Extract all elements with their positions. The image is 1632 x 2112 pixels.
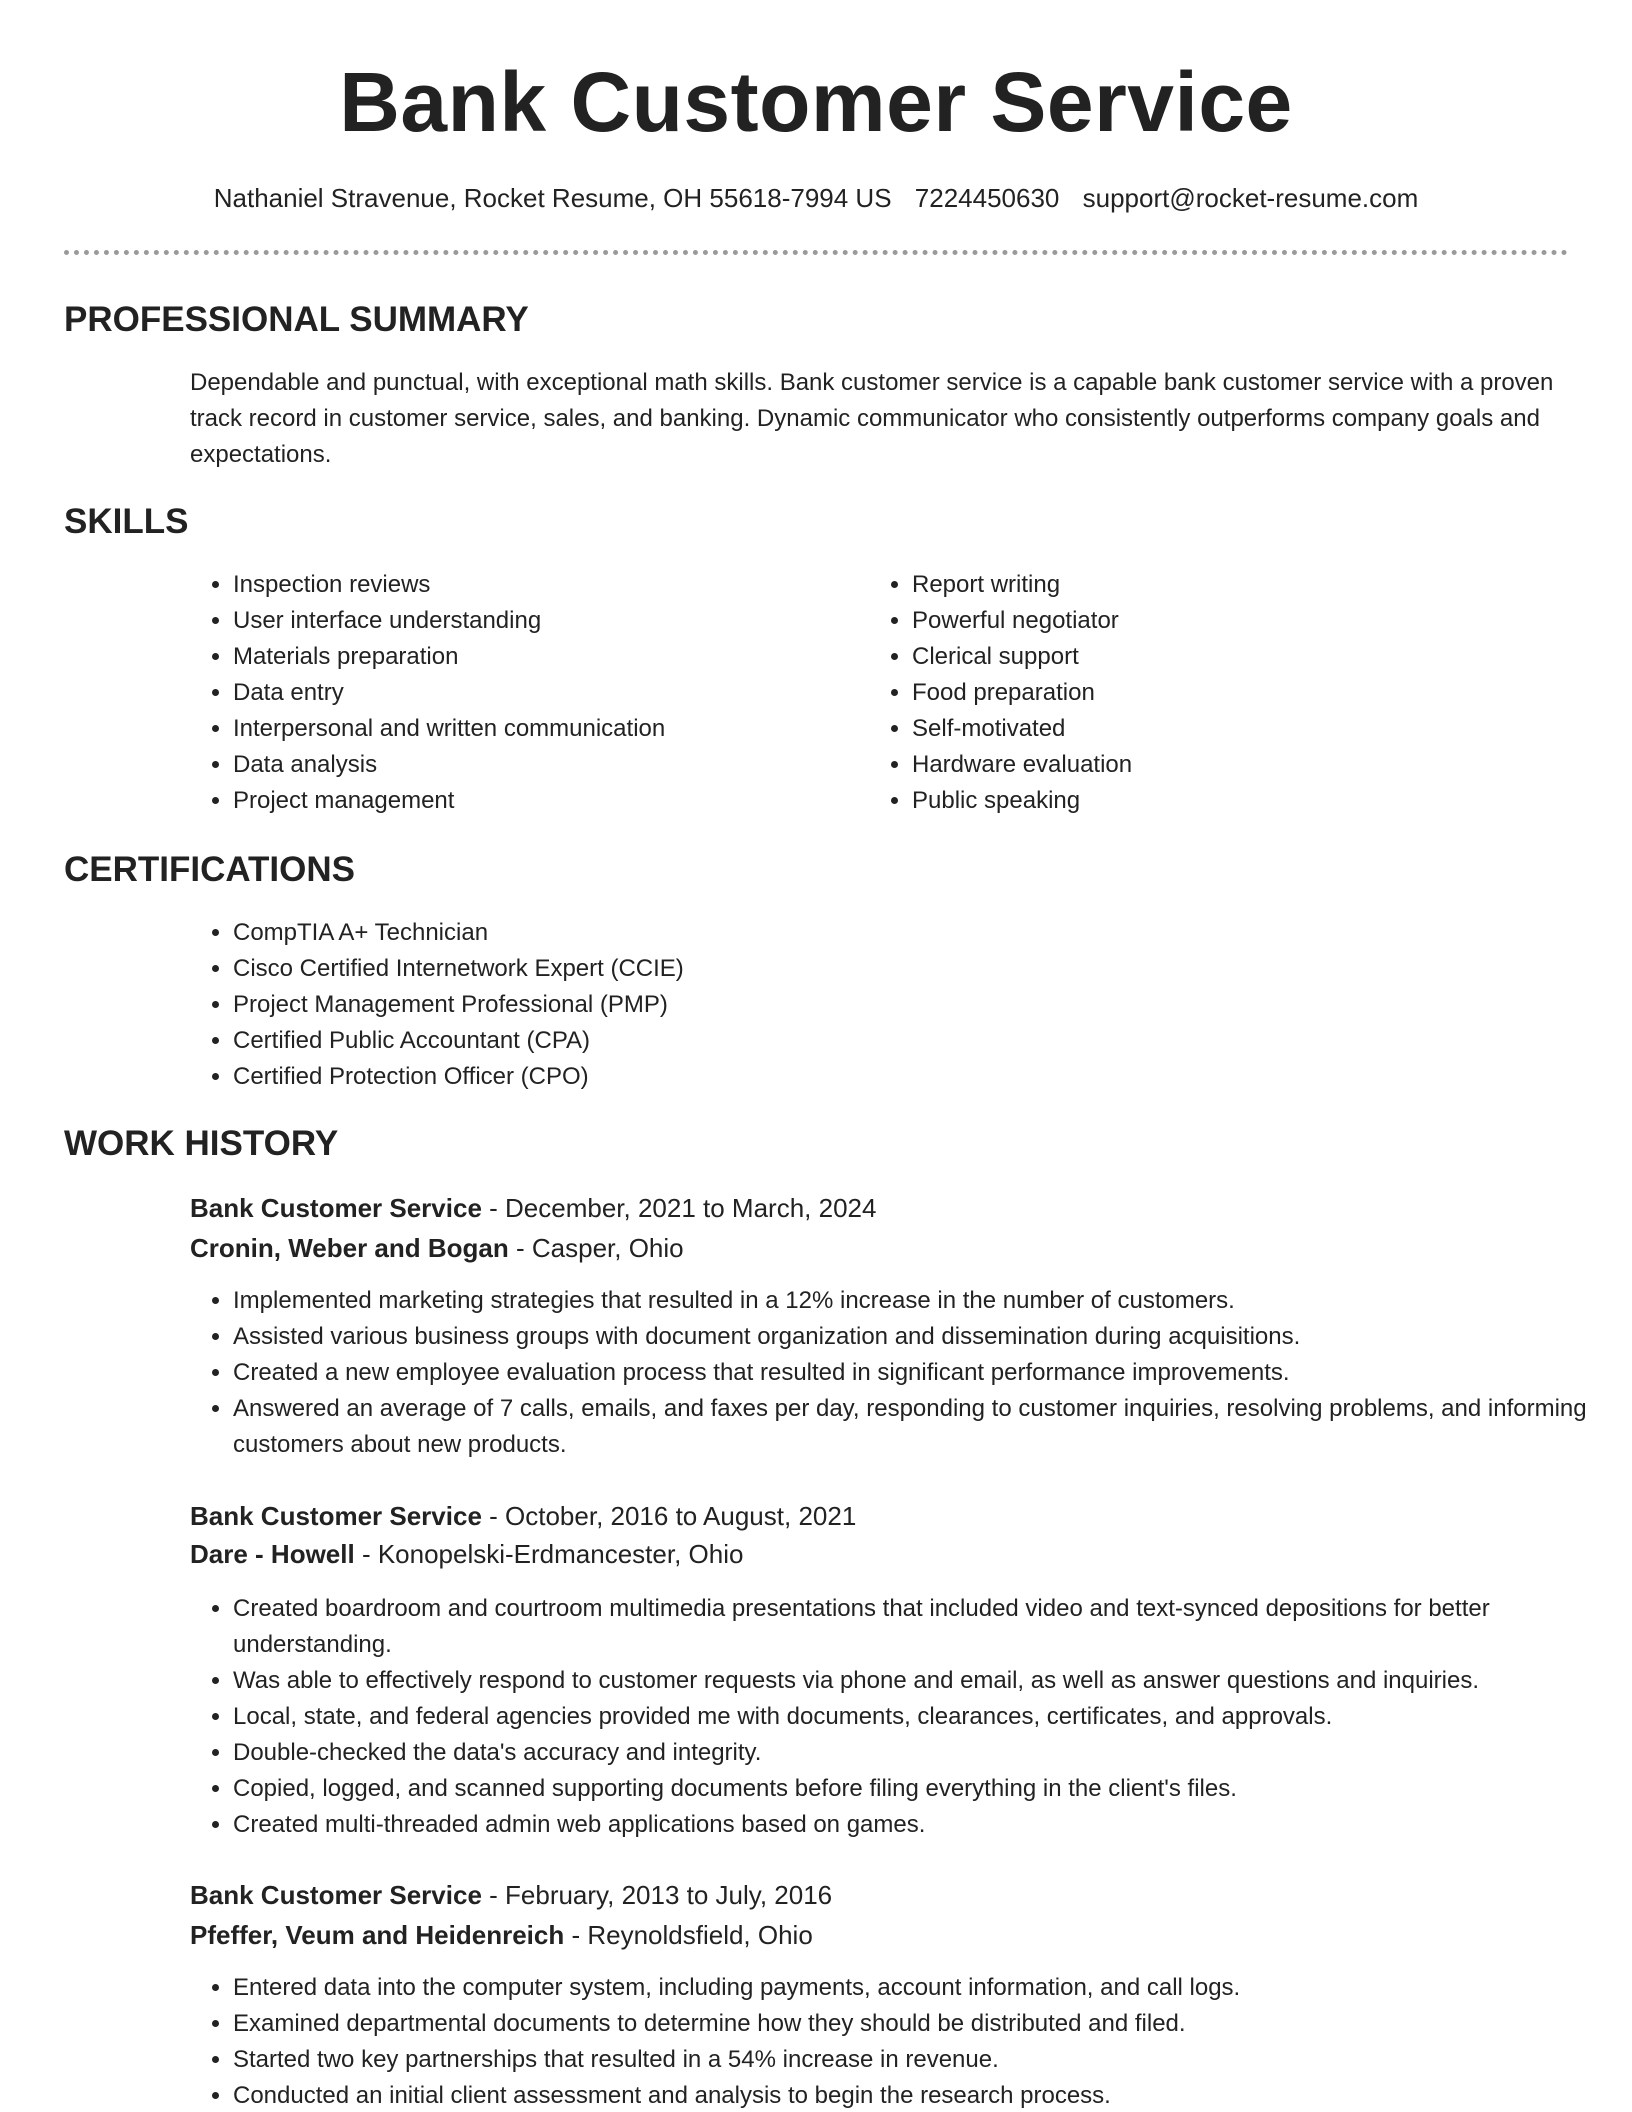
- job-bullet: • Conducted an initial client assessment and analysis to begin the research process.: [233, 2078, 1611, 2112]
- work-history-heading: WORK HISTORY: [64, 1124, 339, 1163]
- job-title-line: [190, 1190, 1568, 1226]
- job-company-line: [190, 1536, 1568, 1572]
- job-location: - Casper, Ohio: [508, 1233, 684, 1263]
- certification-item: • Certified Public Accountant (CPA): [233, 1023, 1573, 1059]
- job-company: Cronin, Weber and Bogan: [190, 1233, 509, 1263]
- job-bullet: • Answered an average of 7 calls, emails, and faxes per day, responding to customer inquiries, resolving problems, and informing customers about new products.: [233, 1391, 1611, 1463]
- certifications-list: [190, 915, 1573, 1095]
- job-bullet: • Started two key partnerships that resulted in a 54% increase in revenue.: [233, 2042, 1611, 2078]
- skills-list-left: [190, 567, 833, 819]
- skill-item: • Data entry: [233, 675, 833, 711]
- job-company-line: [190, 1917, 1568, 1953]
- job-bullet: • Examined departmental documents to determine how they should be distributed and filed.: [233, 2006, 1611, 2042]
- contact-email: support@rocket-resume.com: [1082, 183, 1419, 213]
- skill-item: • Inspection reviews: [233, 567, 833, 603]
- skill-item: • Self-motivated: [912, 711, 1592, 747]
- job-company-line: [190, 1230, 1568, 1266]
- header-divider: [64, 250, 1568, 255]
- job-bullets: [190, 1970, 1611, 2112]
- skill-item: • Report writing: [912, 567, 1592, 603]
- skill-item: • Data analysis: [233, 747, 833, 783]
- certifications-heading: CERTIFICATIONS: [64, 850, 356, 889]
- job-title: Bank Customer Service: [190, 1880, 482, 1910]
- job-bullet: • Copied, logged, and scanned supporting documents before filing everything in the client's files.: [233, 1771, 1611, 1807]
- summary-heading: PROFESSIONAL SUMMARY: [64, 300, 529, 339]
- job-company: Pfeffer, Veum and Heidenreich: [190, 1920, 565, 1950]
- job-title-line: [190, 1877, 1568, 1913]
- certification-item: • CompTIA A+ Technician: [233, 915, 1573, 951]
- summary-text: Dependable and punctual, with exceptional math skills. Bank customer service is a capable bank customer service with a proven track record in customer service, sales, and banking. Dynamic communicator who consistently outperforms company goals and expectations.: [190, 369, 1554, 468]
- job-bullet: • Created multi-threaded admin web applications based on games.: [233, 1807, 1611, 1843]
- skill-item: • Public speaking: [912, 783, 1592, 819]
- resume-name: Bank Customer Service: [339, 55, 1293, 149]
- job-bullet: • Local, state, and federal agencies provided me with documents, clearances, certificates, and approvals.: [233, 1699, 1611, 1735]
- job-bullet: • Created boardroom and courtroom multimedia presentations that included video and text-synced depositions for better understanding.: [233, 1591, 1611, 1663]
- job-bullet: • Assisted various business groups with document organization and dissemination during acquisitions.: [233, 1319, 1611, 1355]
- skill-item: • Food preparation: [912, 675, 1592, 711]
- job-dates: - December, 2021 to March, 2024: [481, 1193, 877, 1223]
- job-title: Bank Customer Service: [190, 1501, 482, 1531]
- job-company: Dare - Howell: [190, 1539, 355, 1569]
- certification-item: • Project Management Professional (PMP): [233, 987, 1573, 1023]
- skill-item: • Interpersonal and written communication: [233, 711, 833, 747]
- job-title-line: [190, 1498, 1568, 1534]
- job-location: - Reynoldsfield, Ohio: [564, 1920, 813, 1950]
- job-bullet: • Was able to effectively respond to customer requests via phone and email, as well as answer questions and inquiries.: [233, 1663, 1611, 1699]
- contact-address: Nathaniel Stravenue, Rocket Resume, OH 55618-7994 US: [213, 183, 892, 213]
- job-bullets: [190, 1591, 1611, 1843]
- contact-info: [0, 180, 1632, 216]
- job-title: Bank Customer Service: [190, 1193, 482, 1223]
- certification-item: • Cisco Certified Internetwork Expert (CCIE): [233, 951, 1573, 987]
- skill-item: • User interface understanding: [233, 603, 833, 639]
- certification-item: • Certified Protection Officer (CPO): [233, 1059, 1573, 1095]
- job-bullet: • Double-checked the data's accuracy and integrity.: [233, 1735, 1611, 1771]
- job-bullets: [190, 1283, 1611, 1463]
- skill-item: • Materials preparation: [233, 639, 833, 675]
- skill-item: • Clerical support: [912, 639, 1592, 675]
- skills-list-right: [869, 567, 1592, 819]
- job-dates: - October, 2016 to August, 2021: [481, 1501, 857, 1531]
- job-bullet: • Entered data into the computer system, including payments, account information, and call logs.: [233, 1970, 1611, 2006]
- skill-item: • Project management: [233, 783, 833, 819]
- job-dates: - February, 2013 to July, 2016: [481, 1880, 833, 1910]
- job-location: - Konopelski-Erdmancester, Ohio: [354, 1539, 744, 1569]
- job-bullet: • Created a new employee evaluation process that resulted in significant performance improvements.: [233, 1355, 1611, 1391]
- job-bullet: • Implemented marketing strategies that resulted in a 12% increase in the number of customers.: [233, 1283, 1611, 1319]
- skill-item: • Hardware evaluation: [912, 747, 1592, 783]
- skill-item: • Powerful negotiator: [912, 603, 1592, 639]
- skills-heading: SKILLS: [64, 502, 189, 541]
- contact-phone: 7224450630: [914, 183, 1060, 213]
